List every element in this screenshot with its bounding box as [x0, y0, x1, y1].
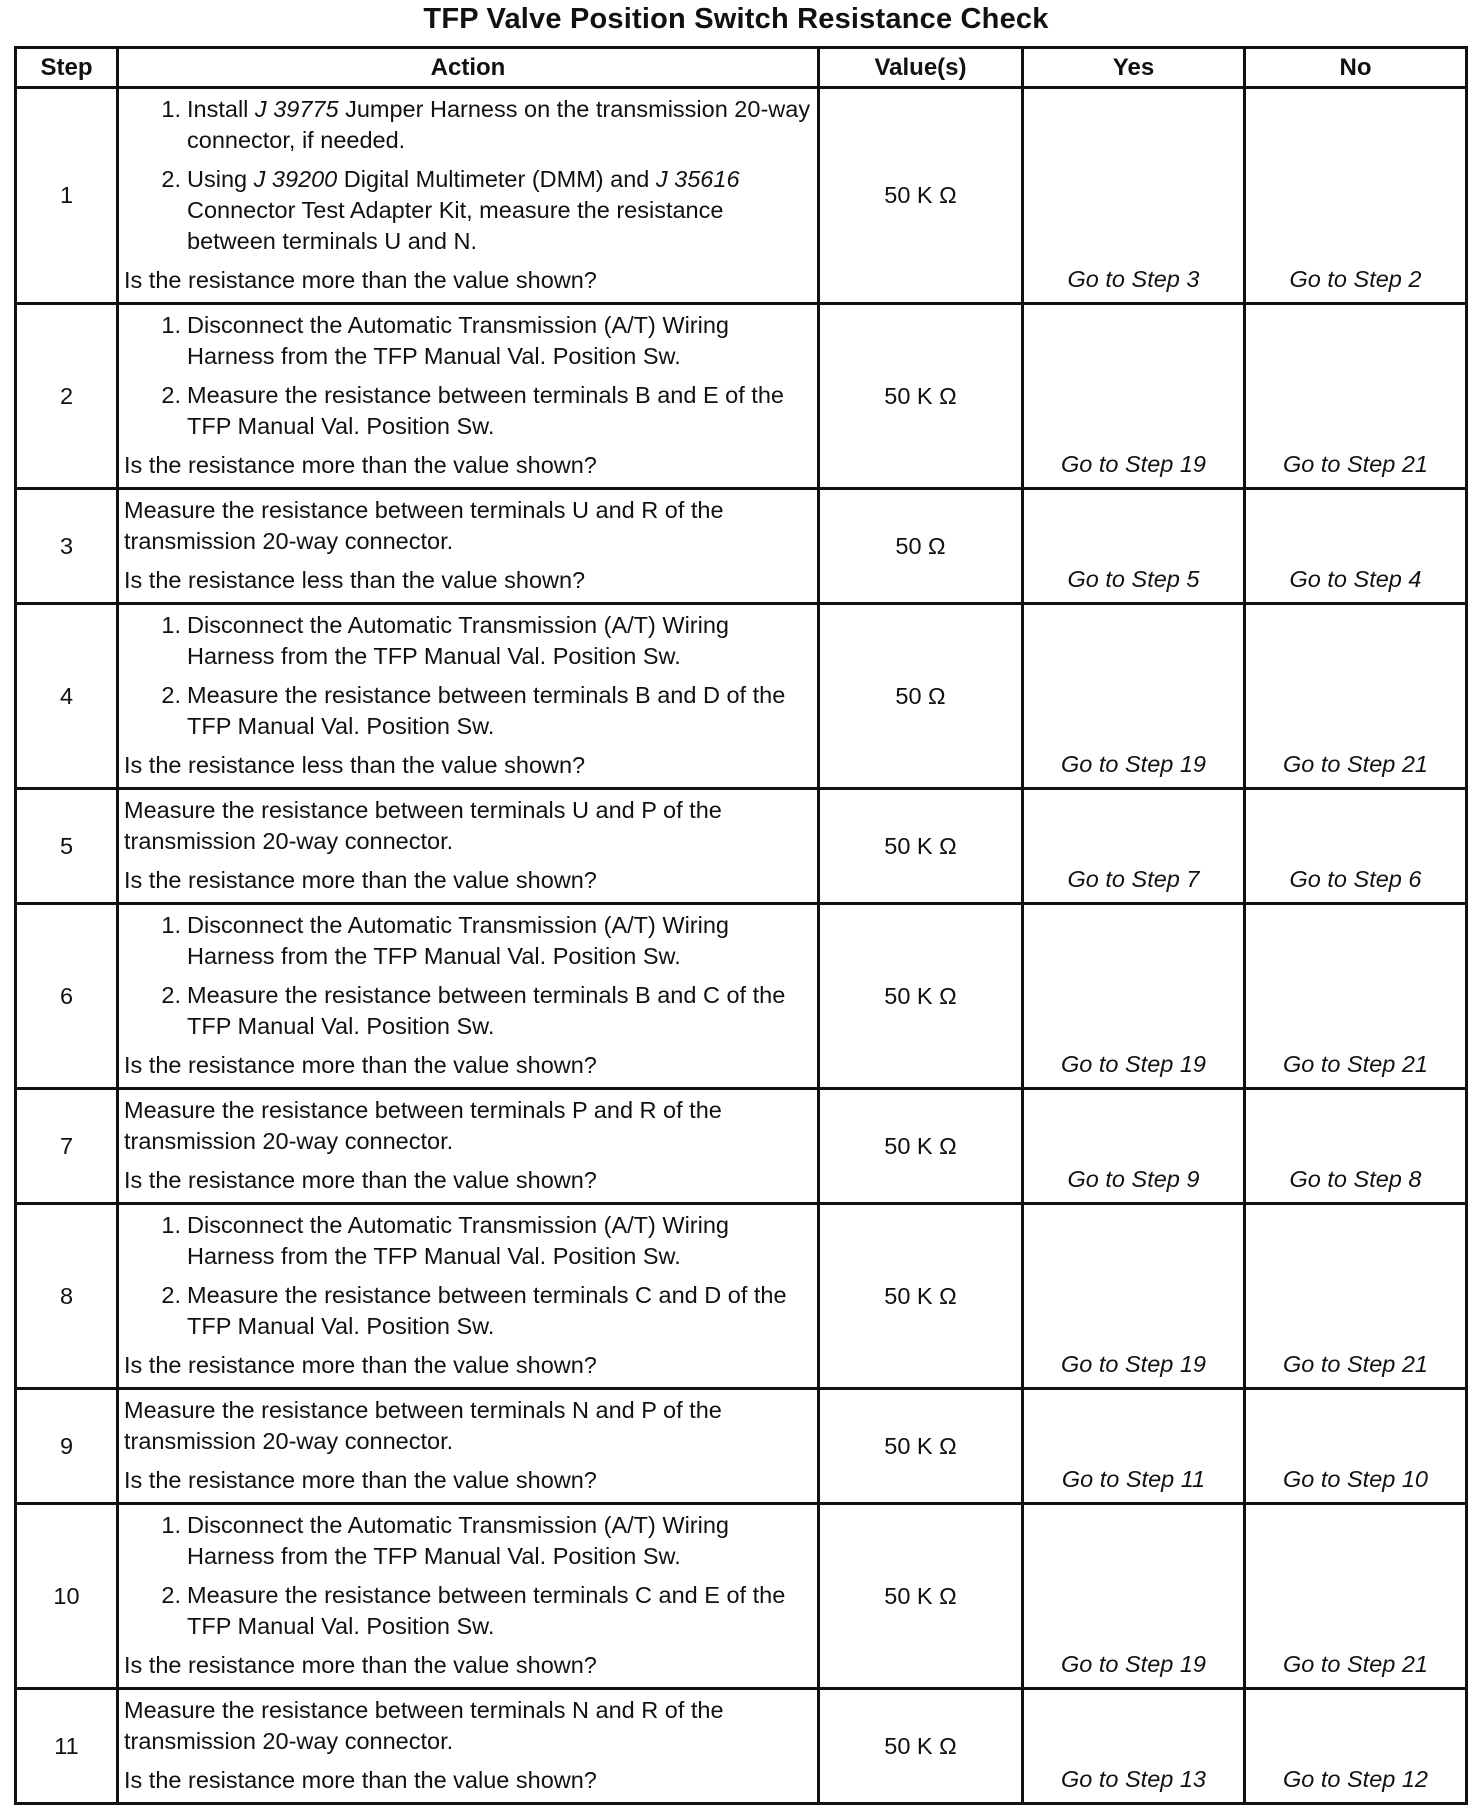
action-item-number: 1. — [161, 612, 181, 638]
action-text-part: Measure the resistance between terminals B and D of the TFP Manual Val. Position Sw. — [187, 682, 786, 739]
value-cell: 50 K Ω — [819, 789, 1023, 904]
action-item-number: 1. — [161, 912, 181, 938]
no-cell: Go to Step 4 — [1245, 489, 1467, 604]
action-instruction: Measure the resistance between terminals P and R of the transmission 20-way connector. — [124, 1097, 722, 1154]
action-text-part: Disconnect the Automatic Transmission (A/T) Wiring Harness from the TFP Manual Val. Position Sw. — [187, 1512, 729, 1569]
step-number: 6 — [16, 904, 118, 1089]
step-number: 2 — [16, 304, 118, 489]
value-cell: 50 Ω — [819, 604, 1023, 789]
action-question: Is the resistance more than the value shown? — [124, 1767, 597, 1793]
action-question: Is the resistance more than the value shown? — [124, 452, 597, 478]
header-action: Action — [118, 48, 819, 88]
action-instruction: Measure the resistance between terminals U and R of the transmission 20-way connector. — [124, 497, 724, 554]
table-row — [16, 1504, 1467, 1689]
action-text-part: Disconnect the Automatic Transmission (A/T) Wiring Harness from the TFP Manual Val. Position Sw. — [187, 912, 729, 969]
action-item-text — [187, 1510, 811, 1572]
yes-cell: Go to Step 13 — [1023, 1689, 1245, 1804]
action-question: Is the resistance more than the value shown? — [124, 267, 597, 293]
action-text-part: Disconnect the Automatic Transmission (A/T) Wiring Harness from the TFP Manual Val. Position Sw. — [187, 1212, 729, 1269]
action-item-text — [187, 94, 811, 156]
action-list-item — [124, 610, 811, 672]
step-number: 9 — [16, 1389, 118, 1504]
value-cell: 50 K Ω — [819, 1204, 1023, 1389]
action-question: Is the resistance more than the value shown? — [124, 1167, 597, 1193]
action-item-number: 2. — [161, 382, 181, 408]
action-item-number: 2. — [161, 982, 181, 1008]
action-cell — [118, 904, 819, 1089]
action-item-text — [187, 164, 811, 257]
action-item-text — [187, 1210, 811, 1272]
action-item-text — [187, 1280, 811, 1342]
no-cell: Go to Step 21 — [1245, 1504, 1467, 1689]
action-list-item — [124, 910, 811, 972]
action-item-number: 2. — [161, 1282, 181, 1308]
action-item-number: 1. — [161, 1512, 181, 1538]
no-cell: Go to Step 21 — [1245, 904, 1467, 1089]
table-row — [16, 1204, 1467, 1389]
table-row — [16, 304, 1467, 489]
resistance-check-table — [14, 46, 1468, 1805]
value-cell: 50 Ω — [819, 489, 1023, 604]
action-instruction: Measure the resistance between terminals N and R of the transmission 20-way connector. — [124, 1697, 724, 1754]
action-question: Is the resistance more than the value shown? — [124, 1052, 597, 1078]
action-item-number: 2. — [161, 682, 181, 708]
yes-cell: Go to Step 5 — [1023, 489, 1245, 604]
value-cell: 50 K Ω — [819, 1689, 1023, 1804]
action-list-item — [124, 1580, 811, 1642]
action-item-number: 1. — [161, 312, 181, 338]
yes-cell: Go to Step 3 — [1023, 88, 1245, 304]
step-number: 5 — [16, 789, 118, 904]
yes-cell: Go to Step 19 — [1023, 304, 1245, 489]
action-list-item — [124, 1280, 811, 1342]
yes-cell: Go to Step 7 — [1023, 789, 1245, 904]
action-cell — [118, 1504, 819, 1689]
action-item-text — [187, 1580, 811, 1642]
action-cell — [118, 1689, 819, 1804]
step-number: 8 — [16, 1204, 118, 1389]
action-text-part: Measure the resistance between terminals B and C of the TFP Manual Val. Position Sw. — [187, 982, 786, 1039]
action-item-text — [187, 610, 811, 672]
step-number: 10 — [16, 1504, 118, 1689]
action-cell — [118, 1204, 819, 1389]
yes-cell: Go to Step 11 — [1023, 1389, 1245, 1504]
action-cell — [118, 789, 819, 904]
action-list-item — [124, 94, 811, 156]
action-list-item — [124, 680, 811, 742]
yes-cell: Go to Step 19 — [1023, 1504, 1245, 1689]
no-cell: Go to Step 21 — [1245, 304, 1467, 489]
yes-cell: Go to Step 19 — [1023, 1204, 1245, 1389]
yes-cell: Go to Step 9 — [1023, 1089, 1245, 1204]
no-cell: Go to Step 6 — [1245, 789, 1467, 904]
action-list-item — [124, 310, 811, 372]
table-row — [16, 604, 1467, 789]
action-list-item — [124, 1510, 811, 1572]
table-row — [16, 88, 1467, 304]
value-cell: 50 K Ω — [819, 1504, 1023, 1689]
action-question: Is the resistance less than the value shown? — [124, 752, 586, 778]
no-cell: Go to Step 12 — [1245, 1689, 1467, 1804]
action-instruction: Measure the resistance between terminals U and P of the transmission 20-way connector. — [124, 797, 722, 854]
table-row — [16, 1389, 1467, 1504]
table-row — [16, 789, 1467, 904]
header-yes: Yes — [1023, 48, 1245, 88]
page-title: TFP Valve Position Switch Resistance Check — [423, 3, 1049, 35]
header-values: Value(s) — [819, 48, 1023, 88]
step-number: 1 — [16, 88, 118, 304]
table-row — [16, 489, 1467, 604]
tool-number: J 39200 — [253, 166, 338, 192]
value-cell: 50 K Ω — [819, 904, 1023, 1089]
action-question: Is the resistance more than the value shown? — [124, 1352, 597, 1378]
action-item-number: 1. — [161, 96, 181, 122]
action-item-text — [187, 680, 811, 742]
yes-cell: Go to Step 19 — [1023, 604, 1245, 789]
action-list-item — [124, 164, 811, 257]
action-list-item — [124, 1210, 811, 1272]
header-no: No — [1245, 48, 1467, 88]
value-cell: 50 K Ω — [819, 1089, 1023, 1204]
action-text-part: Digital Multimeter (DMM) and — [337, 166, 656, 192]
no-cell: Go to Step 2 — [1245, 88, 1467, 304]
action-item-number: 1. — [161, 1212, 181, 1238]
table-row — [16, 1089, 1467, 1204]
action-text-part: Measure the resistance between terminals C and E of the TFP Manual Val. Position Sw. — [187, 1582, 786, 1639]
action-cell — [118, 1389, 819, 1504]
action-item-number: 2. — [161, 166, 181, 192]
action-cell — [118, 489, 819, 604]
step-number: 11 — [16, 1689, 118, 1804]
action-text-part: Disconnect the Automatic Transmission (A/T) Wiring Harness from the TFP Manual Val. Position Sw. — [187, 612, 729, 669]
tool-number: J 39775 — [254, 96, 339, 122]
action-question: Is the resistance more than the value shown? — [124, 1652, 597, 1678]
no-cell: Go to Step 21 — [1245, 1204, 1467, 1389]
table-header-row — [16, 48, 1467, 88]
header-step: Step — [16, 48, 118, 88]
action-text-part: Using — [187, 166, 254, 192]
action-item-text — [187, 910, 811, 972]
value-cell: 50 K Ω — [819, 88, 1023, 304]
action-text-part: Measure the resistance between terminals B and E of the TFP Manual Val. Position Sw. — [187, 382, 784, 439]
step-number: 7 — [16, 1089, 118, 1204]
action-list-item — [124, 380, 811, 442]
action-item-number: 2. — [161, 1582, 181, 1608]
value-cell: 50 K Ω — [819, 1389, 1023, 1504]
step-number: 4 — [16, 604, 118, 789]
action-question: Is the resistance less than the value shown? — [124, 567, 586, 593]
action-cell — [118, 1089, 819, 1204]
action-text-part: Install — [187, 96, 255, 122]
action-cell — [118, 604, 819, 789]
tool-number: J 35616 — [655, 166, 740, 192]
action-item-text — [187, 980, 811, 1042]
step-number: 3 — [16, 489, 118, 604]
action-cell — [118, 304, 819, 489]
action-question: Is the resistance more than the value shown? — [124, 867, 597, 893]
action-cell — [118, 88, 819, 304]
value-cell: 50 K Ω — [819, 304, 1023, 489]
no-cell: Go to Step 21 — [1245, 604, 1467, 789]
action-text-part: Disconnect the Automatic Transmission (A/T) Wiring Harness from the TFP Manual Val. Position Sw. — [187, 312, 729, 369]
action-list-item — [124, 980, 811, 1042]
table-body — [16, 88, 1467, 1804]
action-text-part: Measure the resistance between terminals C and D of the TFP Manual Val. Position Sw. — [187, 1282, 787, 1339]
action-text-part: Connector Test Adapter Kit, measure the resistance between terminals U and N. — [187, 197, 724, 254]
table-row — [16, 1689, 1467, 1804]
table-row — [16, 904, 1467, 1089]
action-item-text — [187, 310, 811, 372]
action-question: Is the resistance more than the value shown? — [124, 1467, 597, 1493]
action-instruction: Measure the resistance between terminals N and P of the transmission 20-way connector. — [124, 1397, 722, 1454]
action-item-text — [187, 380, 811, 442]
action-text-part: Jumper Harness on the transmission 20-way connector, if needed. — [187, 96, 811, 153]
yes-cell: Go to Step 19 — [1023, 904, 1245, 1089]
no-cell: Go to Step 8 — [1245, 1089, 1467, 1204]
no-cell: Go to Step 10 — [1245, 1389, 1467, 1504]
